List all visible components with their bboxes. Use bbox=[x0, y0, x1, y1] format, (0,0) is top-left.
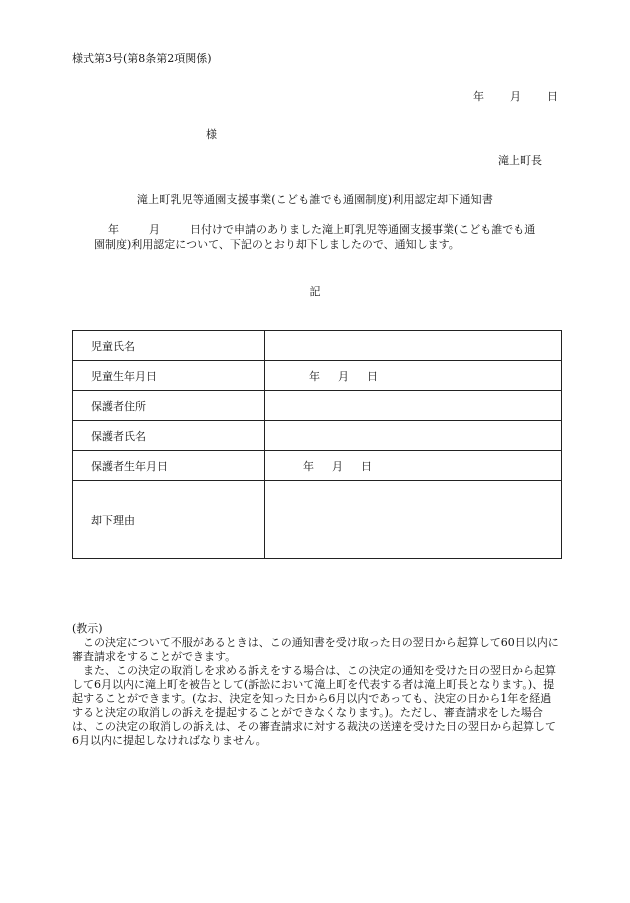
body-month: 月 bbox=[149, 223, 160, 236]
child-birthdate-label: 児童生年月日 bbox=[73, 361, 265, 391]
table-row bbox=[73, 421, 562, 451]
guardian-birth-month: 月 bbox=[332, 459, 343, 473]
child-name-value bbox=[265, 331, 562, 361]
ki-heading: 記 bbox=[309, 285, 321, 298]
child-birth-year: 年 bbox=[309, 369, 320, 383]
instruction-notice bbox=[72, 622, 562, 748]
body-text bbox=[94, 222, 560, 252]
body-line-2: 園制度)利用認定について、下記のとおり却下しましたので、通知します。 bbox=[94, 238, 460, 251]
date-year: 年 bbox=[473, 90, 484, 103]
child-name-label: 児童氏名 bbox=[73, 331, 265, 361]
form-number: 様式第3号(第8条第2項関係) bbox=[72, 52, 212, 65]
rejection-reason-value bbox=[265, 481, 562, 559]
body-year: 年 bbox=[108, 223, 119, 236]
table-row bbox=[73, 361, 562, 391]
body-line-1 bbox=[94, 222, 560, 237]
date-day: 日 bbox=[547, 90, 558, 103]
child-birthdate-value bbox=[265, 361, 562, 391]
child-birth-day: 日 bbox=[367, 369, 378, 383]
rejection-reason-label: 却下理由 bbox=[73, 481, 265, 559]
guardian-name-label: 保護者氏名 bbox=[73, 421, 265, 451]
guardian-address-label: 保護者住所 bbox=[73, 391, 265, 421]
document-title: 滝上町乳児等通園支援事業(こども誰でも通園制度)利用認定却下通知書 bbox=[136, 193, 494, 206]
table-row bbox=[73, 481, 562, 559]
guardian-birth-day: 日 bbox=[361, 459, 372, 473]
issue-date bbox=[473, 88, 558, 104]
table-row bbox=[73, 391, 562, 421]
body-day-text: 日付けで申請のありました滝上町乳児等通園支援事業(こども誰でも通 bbox=[190, 223, 536, 236]
guardian-name-value bbox=[265, 421, 562, 451]
table-row bbox=[73, 331, 562, 361]
info-table bbox=[72, 330, 562, 559]
guardian-birthdate-value bbox=[265, 451, 562, 481]
addressee-suffix: 様 bbox=[206, 128, 217, 141]
notice-paragraph-2: また、この決定の取消しを求める訴えをする場合は、この決定の通知を受けた日の翌日から起算して6月以内に滝上町を被告として(訴訟において滝上町を代表する者は滝上町長となります。)、提起することができます。(なお、決定を知った日から6月以内であっても、決定の日から1年を経過すると決定の取消しの訴えを提起することができなくなります。)。ただし、審査請求をした場合は、この決定の取消しの訴えは、その審査請求に対する裁決の送達を受けた日の翌日から起算して6月以内に提起しなければなりません。 bbox=[72, 664, 556, 747]
guardian-birthdate-label: 保護者生年月日 bbox=[73, 451, 265, 481]
issuer-name: 滝上町長 bbox=[498, 154, 542, 167]
child-birth-month: 月 bbox=[338, 369, 349, 383]
notice-paragraph-1: この決定について不服があるときは、この通知書を受け取った日の翌日から起算して60日以内に審査請求をすることができます。 bbox=[72, 636, 559, 663]
notice-heading: (教示) bbox=[72, 622, 103, 635]
guardian-address-value bbox=[265, 391, 562, 421]
guardian-birth-year: 年 bbox=[303, 459, 314, 473]
table-row bbox=[73, 451, 562, 481]
date-month: 月 bbox=[510, 90, 521, 103]
